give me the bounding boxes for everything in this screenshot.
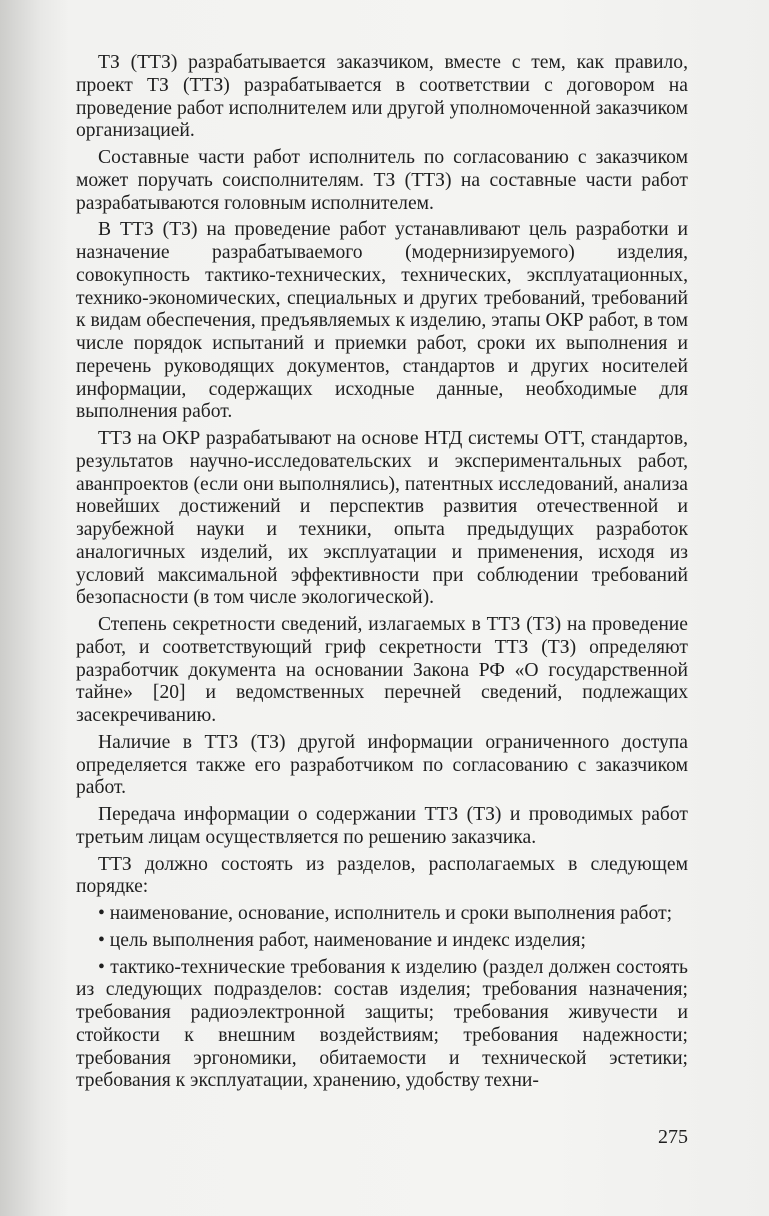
list-item: • наименование, основание, исполнитель и сроки выполнения работ;: [98, 903, 673, 924]
paragraph: В ТТЗ (ТЗ) на проведение работ устанавливают цель разработки и назначение разрабатываемого (модернизируемого) изделия, совокупность тактико-технических, технических, эксплуатационных, технико-экономических, специальных и других требований, требований к видам обеспечения, предъявляемых к изделию, этапы ОКР работ, в том числе порядок испытаний и приемки работ, сроки их выполнения и перечень руководящих документов, стандартов и других носителей информации, содержащих исходные данные, необходимые для выполнения работ.: [76, 219, 688, 423]
paragraph: ТТЗ должно состоять из разделов, располагаемых в следующем порядке:: [76, 853, 688, 898]
page-fold-shadow: [0, 0, 70, 1216]
paragraph: Составные части работ исполнитель по согласованию с заказчиком может поручать соисполнителям. ТЗ (ТТЗ) на составные части работ разрабатываются головным исполнителем.: [76, 147, 688, 214]
paragraph: ТТЗ на ОКР разрабатывают на основе НТД системы ОТТ, стандартов, результатов научно-исследовательских и экспериментальных работ, аванпроектов (если они выполнялись), патентных исследований, анализа новейших достижений и перспектив развития отечественной и зарубежной науки и техники, опыта предыдущих разработок аналогичных изделий, их эксплуатации и применения, исходя из условий максимальной эффективности при соблюдении требований безопасности (в том числе экологической).: [76, 428, 688, 609]
page-body-text: [76, 52, 688, 1093]
list-item: • тактико-технические требования к изделию (раздел должен состоять из следующих подразделов: состав изделия; требования назначения; требования радиоэлектронной защиты; требования живучести и стойкости к внешним воздействиям; требования надежности; требования эргономики, обитаемости и технической эстетики; требования к эксплуатации, хранению, удобству техни-: [76, 956, 688, 1092]
page-number: 275: [658, 1126, 688, 1148]
paragraph: Наличие в ТТЗ (ТЗ) другой информации ограниченного доступа определяется также его разработчиком по согласованию с заказчиком работ.: [76, 731, 688, 799]
paragraph: Степень секретности сведений, излагаемых в ТТЗ (ТЗ) на проведение работ, и соответствующий гриф секретности ТТЗ (ТЗ) определяют разработчик документа на основании Закона РФ «О государственной тайне» [20] и ведомственных перечней сведений, подлежащих засекречиванию.: [76, 614, 688, 726]
list-item: • цель выполнения работ, наименование и индекс изделия;: [98, 929, 586, 951]
paragraph: Передача информации о содержании ТТЗ (ТЗ) и проводимых работ третьим лицам осуществляется по решению заказчика.: [76, 804, 688, 848]
paragraph: ТЗ (ТТЗ) разрабатывается заказчиком, вместе с тем, как правило, проект ТЗ (ТТЗ) разрабатывается в соответствии с договором на проведение работ исполнителем или другой уполномоченной заказчиком организацией.: [76, 52, 688, 142]
